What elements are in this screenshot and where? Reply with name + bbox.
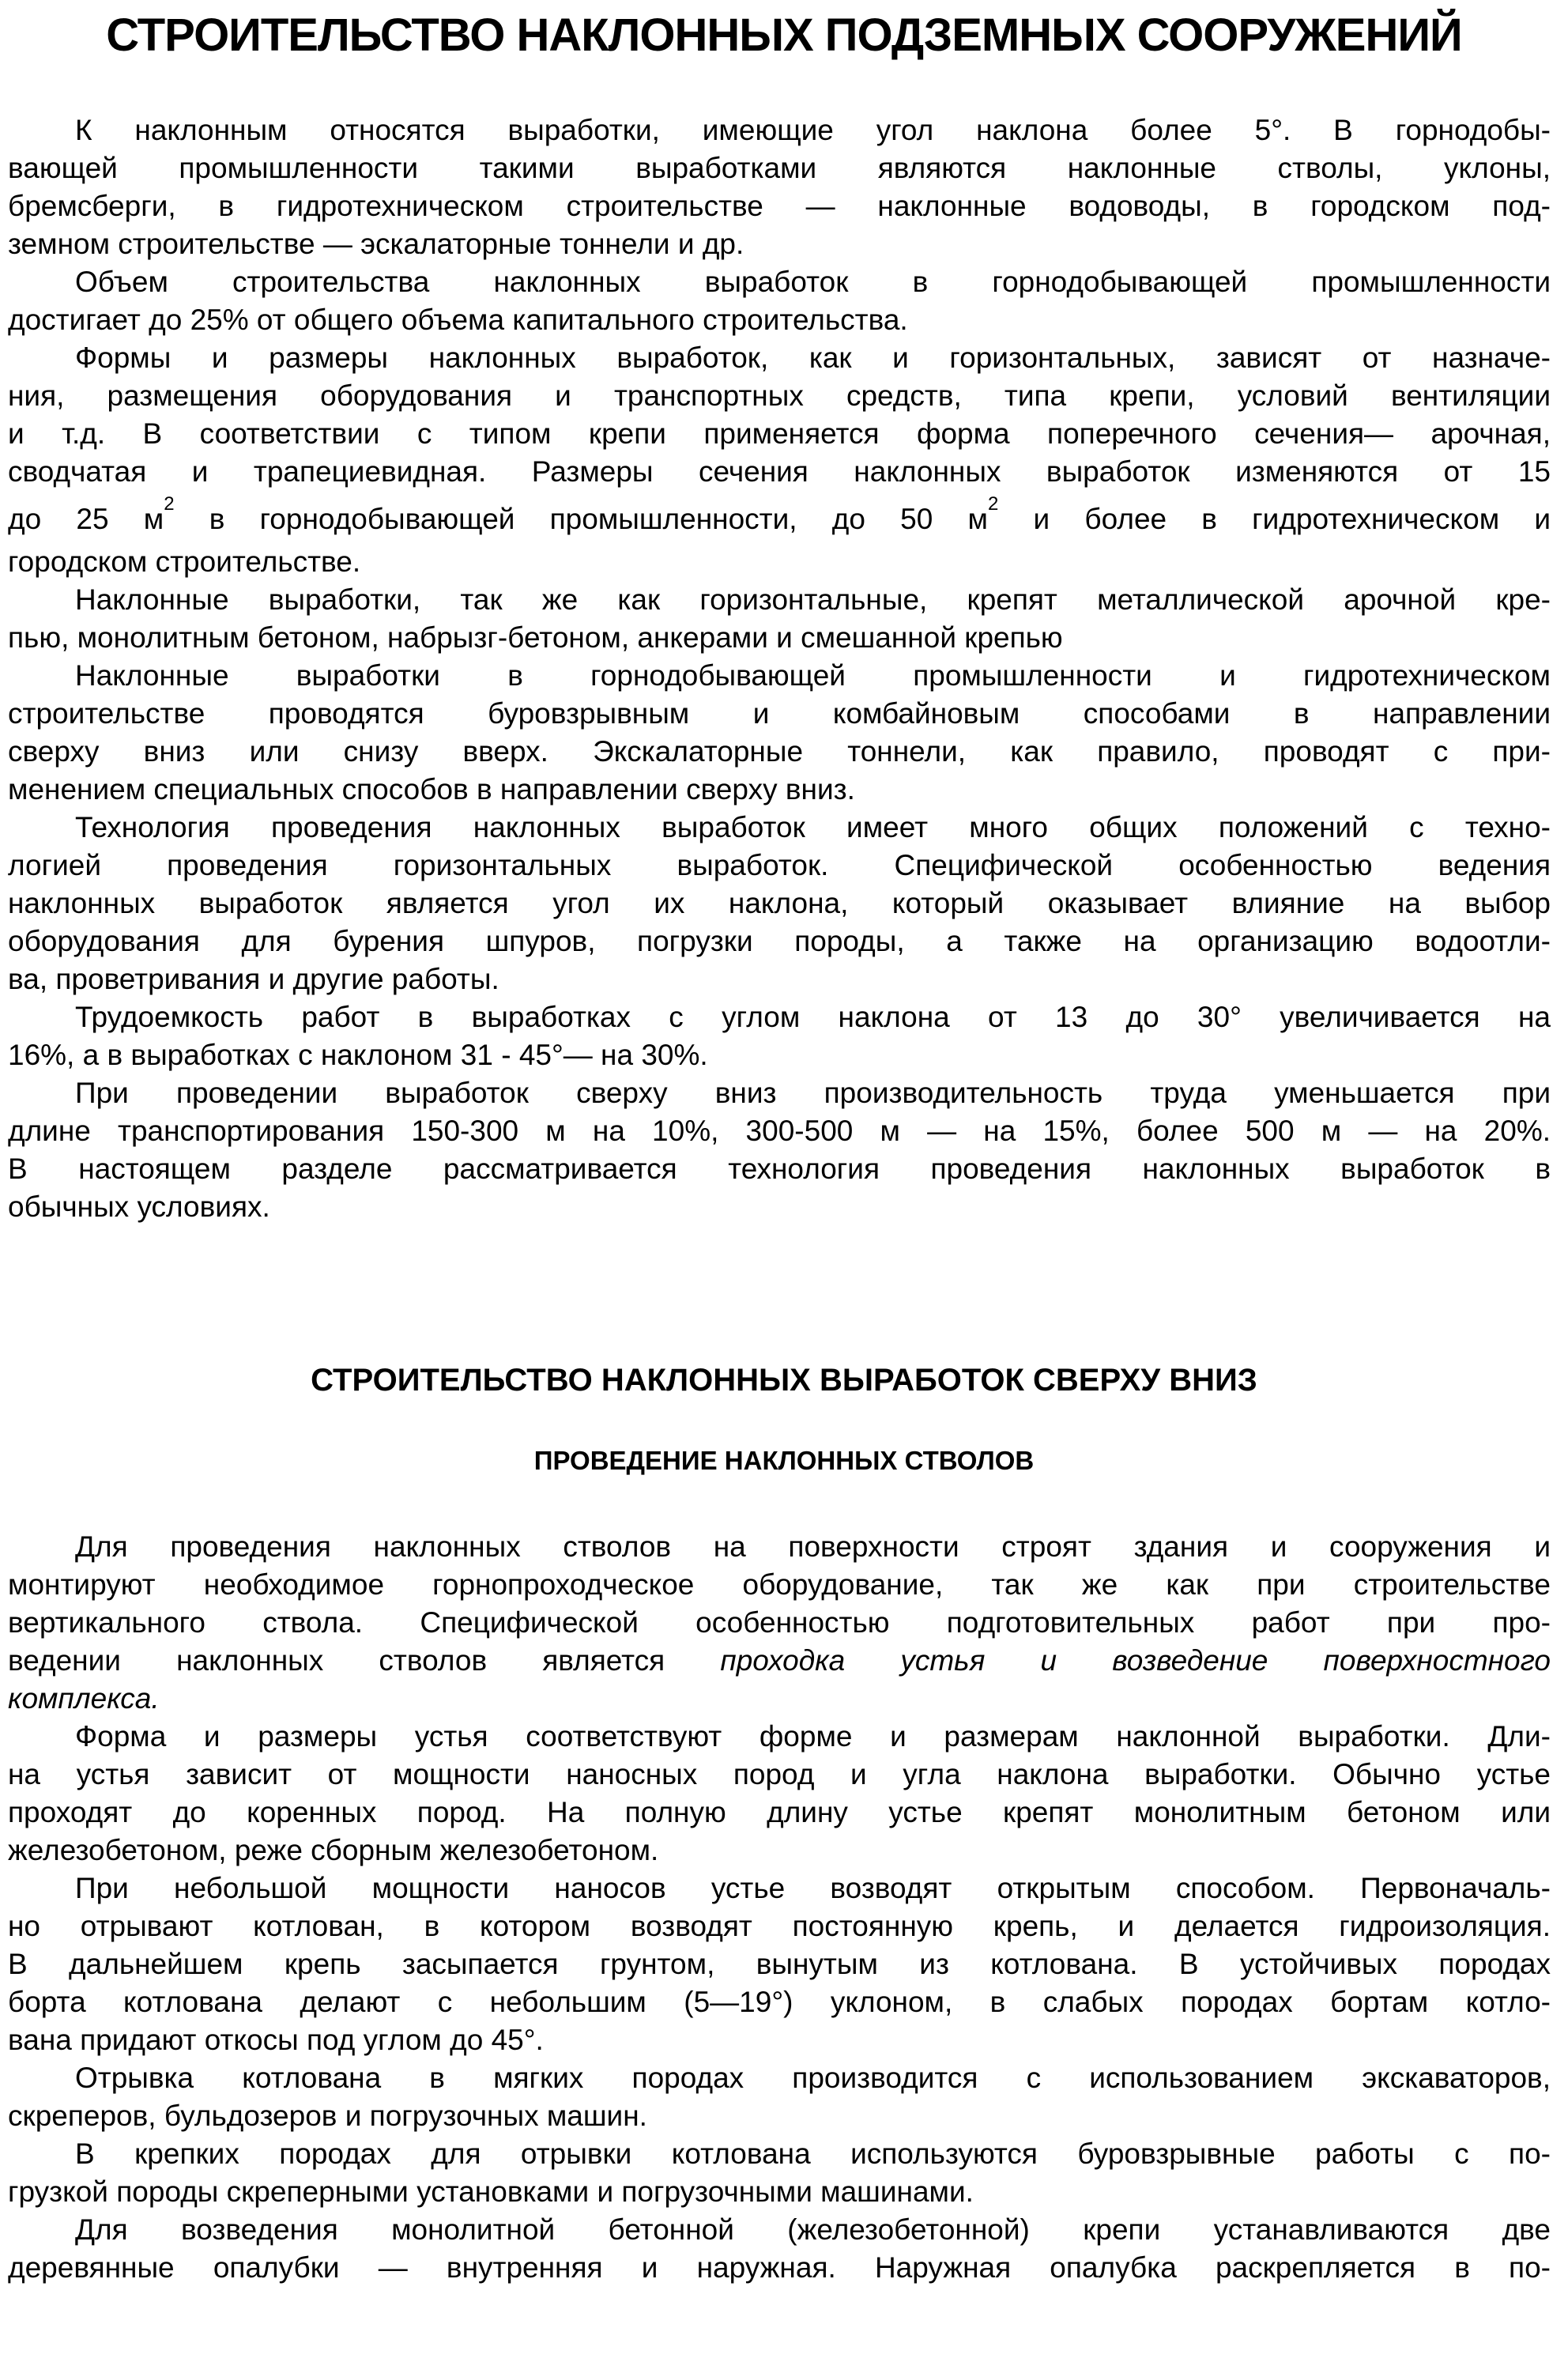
text-line: При небольшой мощности наносов устье возводят открытым способом. Первоначаль-: [75, 1872, 1551, 1904]
text-line: В дальнейшем крепь засыпается грунтом, вынутым из котлована. В устойчивых породах: [8, 1948, 1551, 1980]
text-line: на устья зависит от мощности наносных пород и угла наклона выработки. Обычно устье: [8, 1758, 1551, 1790]
text-line: оборудования для бурения шпуров, погрузки породы, а также на организацию водоотли-: [8, 925, 1551, 957]
section-heading: СТРОИТЕЛЬСТВО НАКЛОННЫХ ВЫРАБОТОК СВЕРХУ ВНИЗ: [311, 1363, 1257, 1398]
superscript: 2: [987, 493, 999, 515]
text-line: Отрывка котлована в мягких породах производится с использованием экскаваторов,: [75, 2062, 1551, 2094]
text-line: городском строительстве.: [8, 545, 361, 578]
text-line: 16%, а в выработках с наклоном 31 - 45°— на 30%.: [8, 1039, 708, 1071]
text-line: Объем строительства наклонных выработок в горнодобывающей промышленности: [75, 266, 1551, 298]
text-line: монтируют необходимое горнопроходческое оборудование, так же как при строительстве: [8, 1568, 1551, 1601]
text-line: железобетоном, реже сборным железобетоном.: [8, 1834, 659, 1866]
text-line: пью, монолитным бетоном, набрызг-бетоном, анкерами и смешанной крепью: [8, 621, 1063, 654]
text-line: вертикального ствола. Специфической особенностью подготовительных работ при про-: [8, 1606, 1551, 1639]
text-run: ведении наклонных стволов является: [8, 1644, 721, 1677]
text-line: Наклонные выработки в горнодобывающей промышленности и гидротехническом: [75, 659, 1551, 692]
text-line: комплекса.: [8, 1682, 160, 1715]
text-line: борта котлована делают с небольшим (5—19°) уклоном, в слабых породах бортам котло-: [8, 1986, 1551, 2018]
text-line: Формы и размеры наклонных выработок, как и горизонтальных, зависят от назначе-: [75, 341, 1551, 374]
text-line: В крепких породах для отрывки котлована используются буровзрывные работы с по-: [75, 2137, 1551, 2170]
text-line: сводчатая и трапециевидная. Размеры сечения наклонных выработок изменяются от 15: [8, 455, 1551, 488]
text-line: длине транспортирования 150-300 м на 10%, 300-500 м — на 15%, более 500 м — на 20%.: [8, 1115, 1551, 1147]
italic-emphasis: проходка устья и возведение поверхностного: [720, 1644, 1551, 1677]
text-line: Наклонные выработки, так же как горизонтальные, крепят металлической арочной кре-: [75, 583, 1551, 616]
text-line: ва, проветривания и другие работы.: [8, 963, 499, 995]
text-line: проходят до коренных пород. На полную длину устье крепят монолитным бетоном или: [8, 1796, 1551, 1828]
text-line: строительстве проводятся буровзрывным и комбайновым способами в направлении: [8, 697, 1551, 730]
text-line: Трудоемкость работ в выработках с углом наклона от 13 до 30° увеличивается на: [75, 1001, 1551, 1033]
text-line: логией проведения горизонтальных выработок. Специфической особенностью ведения: [8, 849, 1551, 881]
text-line: Для проведения наклонных стволов на поверхности строят здания и сооружения и: [75, 1530, 1551, 1563]
text-line: ния, размещения оборудования и транспортных средств, типа крепи, условий вентиляции: [8, 379, 1551, 412]
text-run: в горнодобывающей промышленности, до 50 м: [174, 503, 988, 535]
text-line: вана придают откосы под углом до 45°.: [8, 2024, 544, 2056]
text-line: сверху вниз или снизу вверх. Экскалаторные тоннели, как правило, проводят с при-: [8, 735, 1551, 768]
text-line: Для возведения монолитной бетонной (железобетонной) крепи устанавливаются две: [75, 2213, 1551, 2246]
text-line: менением специальных способов в направлении сверху вниз.: [8, 773, 855, 806]
text-line: К наклонным относятся выработки, имеющие угол наклона более 5°. В горнодобы-: [75, 114, 1551, 146]
text-run: до 25 м: [8, 503, 164, 535]
text-line: Форма и размеры устья соответствуют форме и размерам наклонной выработки. Дли-: [75, 1720, 1551, 1753]
text-line: достигает до 25% от общего объема капитального строительства.: [8, 304, 908, 336]
text-line: земном строительстве — эскалаторные тоннели и др.: [8, 228, 744, 260]
page-title: СТРОИТЕЛЬСТВО НАКЛОННЫХ ПОДЗЕМНЫХ СООРУЖЕНИЙ: [106, 9, 1462, 61]
text-line: [8, 493, 1551, 538]
superscript: 2: [164, 493, 175, 515]
text-line: Технология проведения наклонных выработок имеет много общих положений с техно-: [75, 811, 1551, 843]
text-line: обычных условиях.: [8, 1190, 270, 1223]
text-line: [8, 1643, 1551, 1679]
text-line: вающей промышленности такими выработками являются наклонные стволы, уклоны,: [8, 152, 1551, 184]
text-line: бремсберги, в гидротехническом строительстве — наклонные водоводы, в городском под-: [8, 190, 1551, 222]
text-line: деревянные опалубки — внутренняя и наружная. Наружная опалубка раскрепляется в по-: [8, 2251, 1551, 2284]
text-line: В настоящем разделе рассматривается технология проведения наклонных выработок в: [8, 1153, 1551, 1185]
subsection-heading: ПРОВЕДЕНИЕ НАКЛОННЫХ СТВОЛОВ: [533, 1446, 1035, 1475]
text-line: наклонных выработок является угол их наклона, который оказывает влияние на выбор: [8, 887, 1551, 919]
text-line: и т.д. В соответствии с типом крепи применяется форма поперечного сечения— арочная,: [8, 417, 1551, 450]
text-line: скреперов, бульдозеров и погрузочных машин.: [8, 2100, 647, 2132]
text-line: грузкой породы скреперными установками и погрузочными машинами.: [8, 2175, 974, 2208]
text-run: и более в гидротехническом и: [998, 503, 1551, 535]
text-line: но отрывают котлован, в котором возводят постоянную крепь, и делается гидроизоляция.: [8, 1910, 1551, 1942]
text-line: При проведении выработок сверху вниз производительность труда уменьшается при: [75, 1077, 1551, 1109]
